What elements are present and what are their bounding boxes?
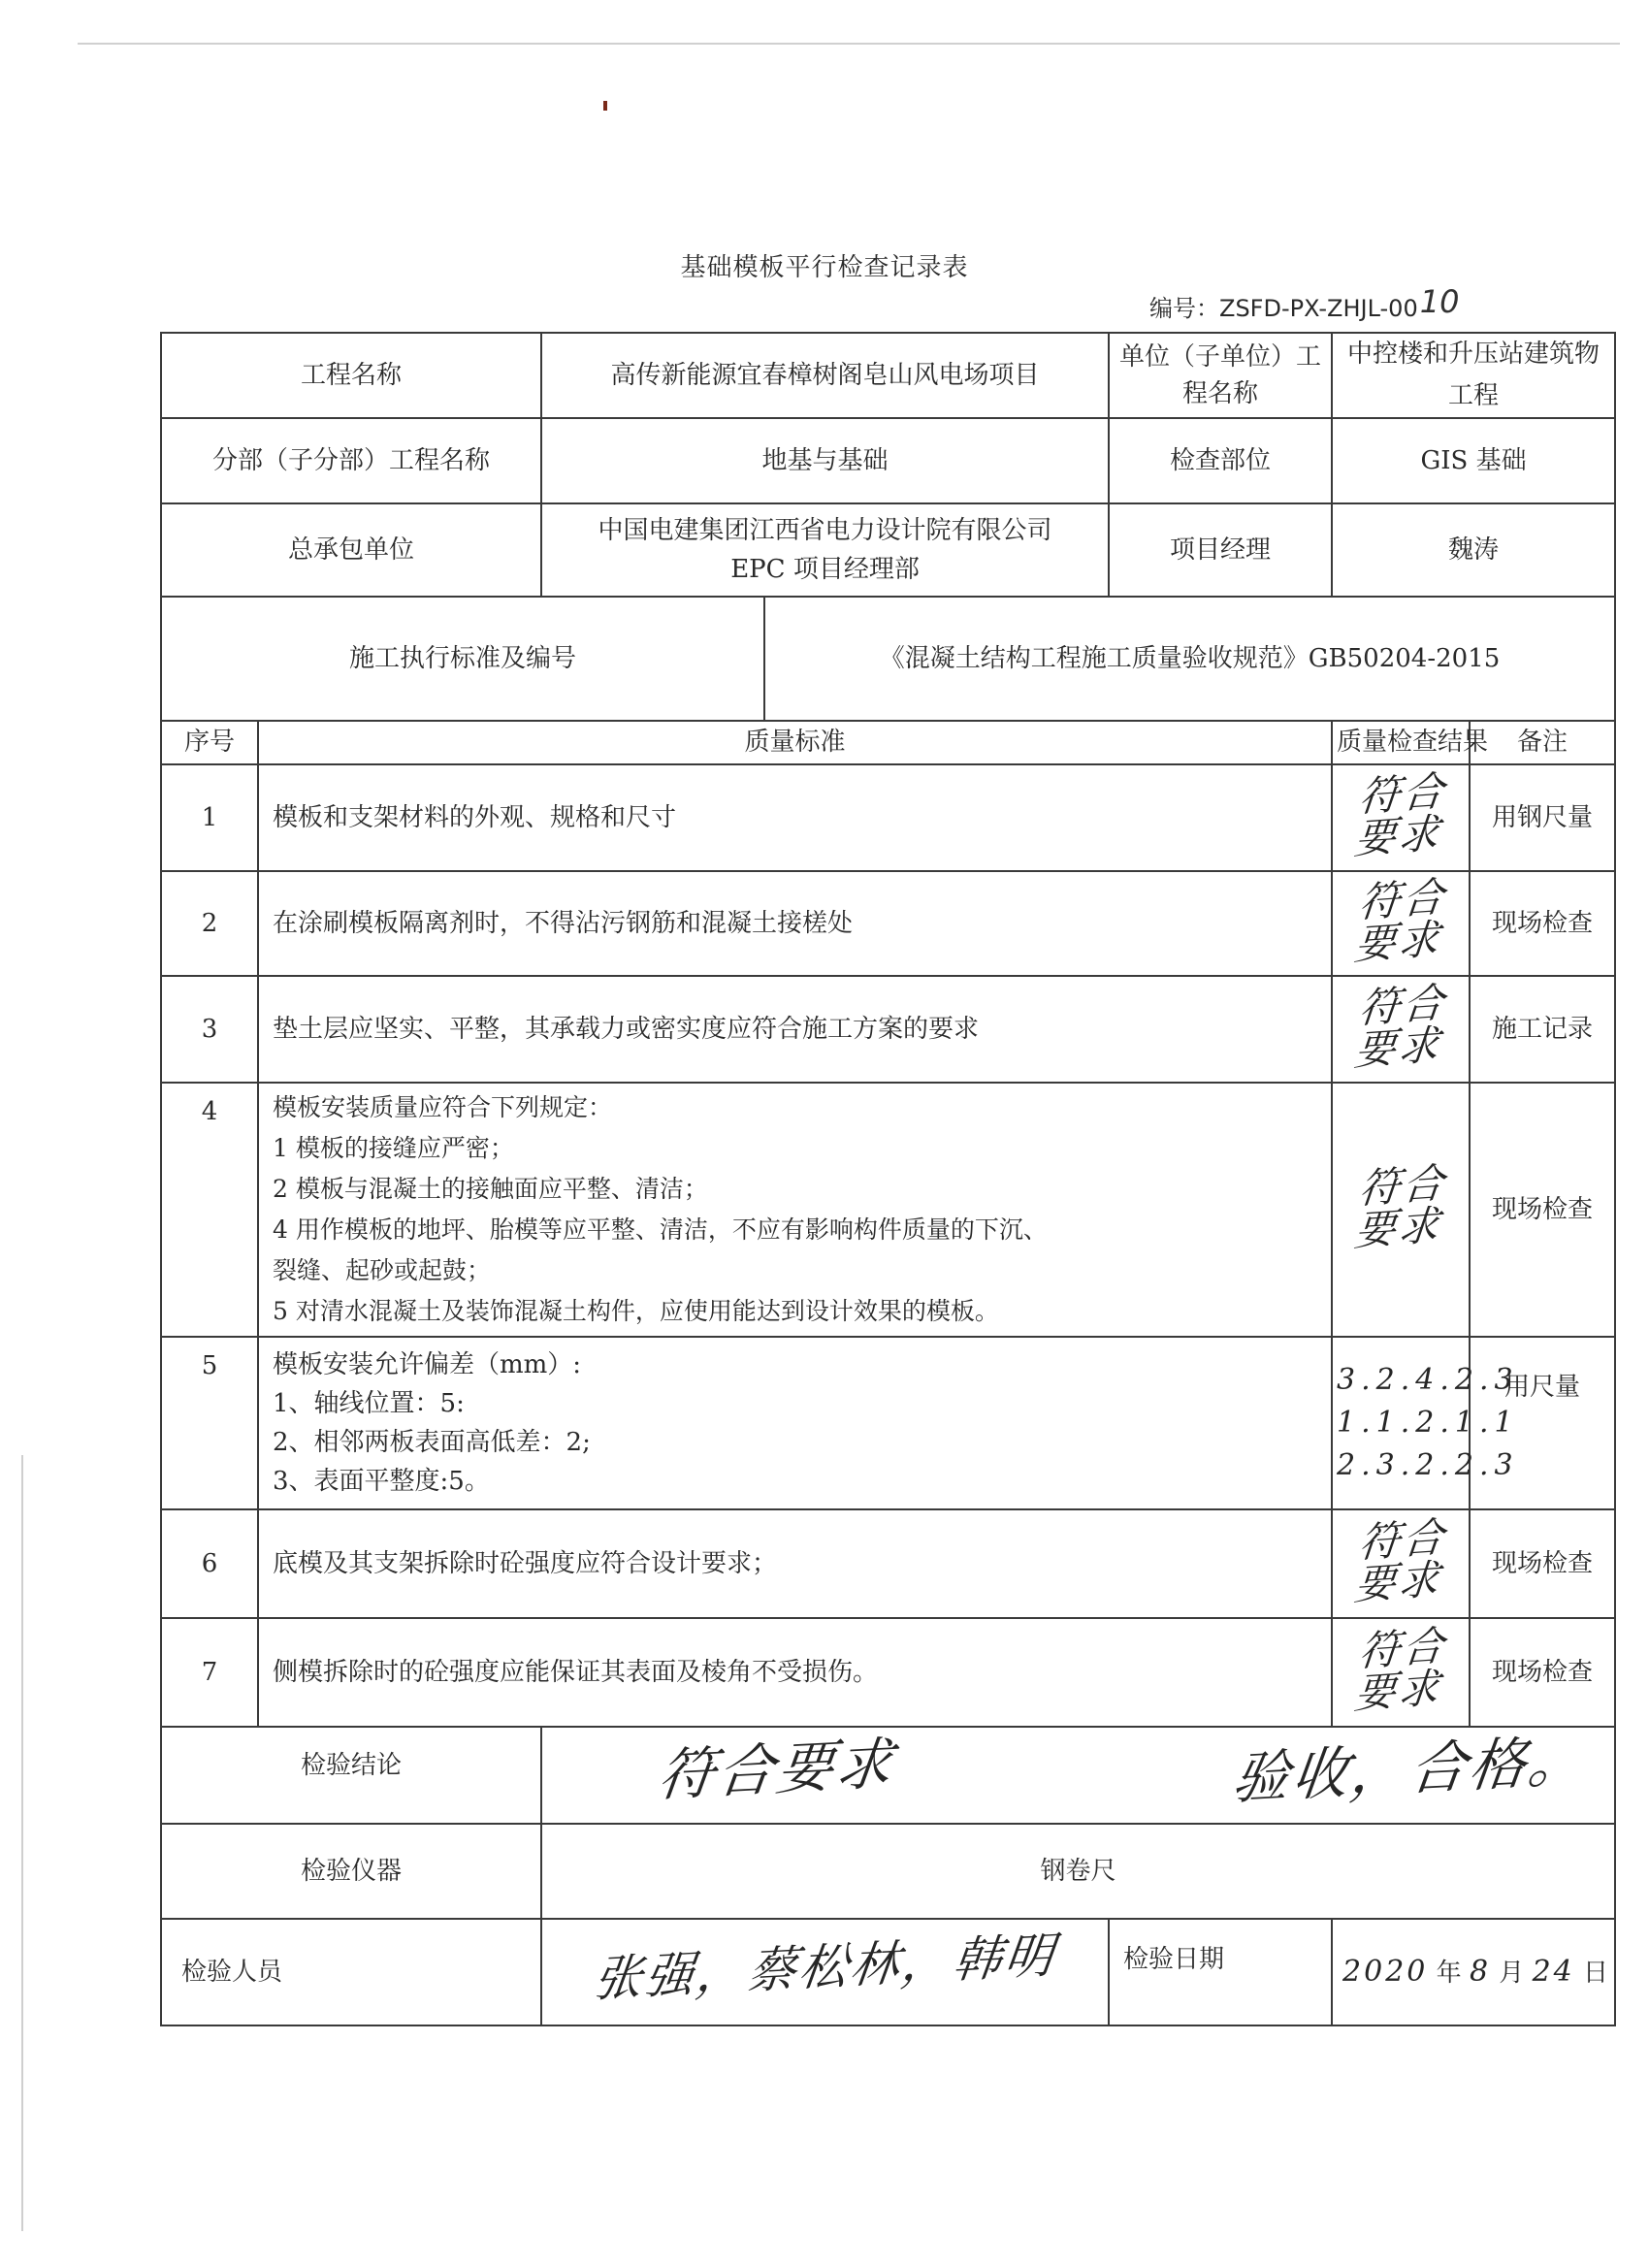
table-row (161, 1509, 1615, 1618)
contractor-line-2: EPC 项目经理部 (730, 555, 920, 584)
header-row-standard (161, 597, 1615, 721)
row-remark: 现场检查 (1470, 1509, 1615, 1618)
document-number-label: 编号： (1149, 295, 1219, 322)
handwritten-result: 符合要求 (1352, 871, 1449, 969)
list-line: 2、相邻两板表面高低差：2; (273, 1428, 591, 1457)
header-row-division (161, 418, 1615, 503)
row-remark: 现场检查 (1470, 871, 1615, 976)
handwritten-date-month: 8 (1469, 1954, 1492, 1989)
inspection-record-table (160, 332, 1616, 2026)
row-result-handwritten-measurements (1332, 1337, 1519, 1509)
stray-ink-mark (603, 101, 607, 111)
handwritten-result: 符合要求 (1352, 765, 1449, 863)
list-line: 3、表面平整度:5。 (273, 1467, 490, 1496)
instrument-row (161, 1824, 1615, 1919)
row-seq: 2 (161, 871, 258, 976)
handwritten-measurement-axis: 3.2.4.2.3 (1337, 1363, 1519, 1397)
contractor-label: 总承包单位 (161, 503, 541, 597)
inspection-date-label: 检验日期 (1109, 1919, 1332, 2025)
list-line: 2 模板与混凝土的接触面应平整、清洁； (273, 1175, 708, 1203)
handwritten-measurement-flatness: 2.3.2.2.3 (1337, 1448, 1519, 1482)
handwritten-result: 符合要求 (1352, 977, 1449, 1075)
handwritten-acceptance: 验收，合格。 (1229, 1726, 1593, 1812)
row-result-handwritten (1332, 1618, 1470, 1727)
row-remark: 现场检查 (1470, 1618, 1615, 1727)
row-seq: 7 (161, 1618, 258, 1727)
header-row-project (161, 333, 1615, 418)
contractor-value (541, 503, 1109, 597)
list-line: 裂缝、起砂或起鼓； (273, 1256, 492, 1284)
scan-edge-line (78, 43, 1620, 45)
list-line: 模板安装质量应符合下列规定： (273, 1093, 613, 1121)
inspection-part-label: 检查部位 (1109, 418, 1332, 503)
unit-project-label: 单位（子单位）工程名称 (1109, 333, 1332, 418)
list-line: 模板安装允许偏差（mm）: (273, 1350, 582, 1379)
project-name-label: 工程名称 (161, 333, 541, 418)
column-header-row (161, 721, 1615, 764)
division-label: 分部（子分部）工程名称 (161, 418, 541, 503)
row-result-handwritten (1332, 764, 1470, 871)
col-header-result: 质量检查结果 (1332, 721, 1470, 764)
table-row (161, 1083, 1615, 1337)
row-result-handwritten (1332, 976, 1470, 1083)
inspection-date-value (1332, 1919, 1615, 2025)
instrument-label: 检验仪器 (161, 1824, 541, 1919)
list-line: 4 用作模板的地坪、胎模等应平整、清洁，不应有影响构件质量的下沉、 (273, 1215, 1048, 1244)
unit-project-value: 中控楼和升压站建筑物工程 (1332, 333, 1615, 418)
document-number-handwritten-suffix: 10 (1419, 283, 1460, 320)
inspectors-label: 检验人员 (161, 1919, 541, 2025)
table-row (161, 976, 1615, 1083)
division-value: 地基与基础 (541, 418, 1109, 503)
conclusion-value (541, 1727, 1615, 1824)
row-standard-text: 在涂刷模板隔离剂时，不得沾污钢筋和混凝土接槎处 (258, 871, 1332, 976)
row-seq: 3 (161, 976, 258, 1083)
document-number-value: ZSFD-PX-ZHJL-00 (1219, 295, 1418, 322)
list-line: 1、轴线位置：5: (273, 1389, 465, 1418)
row-remark: 用尺量 (1470, 1337, 1615, 1509)
row-seq: 4 (161, 1083, 258, 1337)
row-seq: 1 (161, 764, 258, 871)
scan-edge-line-left (21, 1455, 23, 2231)
document-number (1149, 283, 1460, 324)
row-standard-list (258, 1083, 1332, 1337)
date-year-unit: 年 (1436, 1958, 1462, 1988)
handwritten-result: 符合要求 (1352, 1511, 1449, 1609)
table-row (161, 1337, 1615, 1509)
handwritten-signatures: 张强，蔡松林，韩明 (590, 1927, 1060, 2008)
row-result-handwritten (1332, 871, 1470, 976)
handwritten-date-year: 2020 (1342, 1954, 1429, 1989)
row-standard-text: 侧模拆除时的砼强度应能保证其表面及棱角不受损伤。 (258, 1618, 1332, 1727)
header-row-contractor (161, 503, 1615, 597)
list-line: 1 模板的接缝应严密； (273, 1134, 514, 1162)
table-row (161, 871, 1615, 976)
row-result-handwritten (1332, 1509, 1470, 1618)
contractor-line-1: 中国电建集团江西省电力设计院有限公司 (598, 516, 1052, 545)
col-header-standard: 质量标准 (258, 721, 1332, 764)
handwritten-result: 符合要求 (1352, 1157, 1449, 1255)
col-header-remark: 备注 (1470, 721, 1615, 764)
conclusion-row (161, 1727, 1615, 1824)
date-day-unit: 日 (1583, 1958, 1609, 1988)
conclusion-label: 检验结论 (161, 1727, 541, 1824)
row-remark: 现场检查 (1470, 1083, 1615, 1337)
col-header-seq: 序号 (161, 721, 258, 764)
standard-label: 施工执行标准及编号 (161, 597, 764, 721)
table-row (161, 1618, 1615, 1727)
handwritten-measurement-height-diff: 1.1.2.1.1 (1337, 1406, 1519, 1440)
row-standard-text: 底模及其支架拆除时砼强度应符合设计要求； (258, 1509, 1332, 1618)
handwritten-result: 符合要求 (1352, 1620, 1449, 1718)
row-standard-text: 模板和支架材料的外观、规格和尺寸 (258, 764, 1332, 871)
standard-value: 《混凝土结构工程施工质量验收规范》GB50204-2015 (764, 597, 1615, 721)
list-line: 5 对清水混凝土及装饰混凝土构件，应使用能达到设计效果的模板。 (273, 1297, 999, 1325)
manager-value: 魏涛 (1332, 503, 1615, 597)
project-name-value: 高传新能源宜春樟树阁皂山风电场项目 (541, 333, 1109, 418)
inspector-row (161, 1919, 1615, 2025)
page-title: 基础模板平行检查记录表 (680, 253, 969, 282)
inspection-part-value: GIS 基础 (1332, 418, 1615, 503)
table-row (161, 764, 1615, 871)
row-standard-list (258, 1337, 1332, 1509)
handwritten-date-day: 24 (1532, 1954, 1575, 1989)
row-seq: 5 (161, 1337, 258, 1509)
date-month-unit: 月 (1499, 1958, 1525, 1988)
instrument-value: 钢卷尺 (541, 1824, 1615, 1919)
row-remark: 用钢尺量 (1470, 764, 1615, 871)
row-remark: 施工记录 (1470, 976, 1615, 1083)
row-result-handwritten (1332, 1083, 1470, 1337)
inspectors-signatures (541, 1919, 1109, 2025)
row-standard-text: 垫土层应坚实、平整，其承载力或密实度应符合施工方案的要求 (258, 976, 1332, 1083)
manager-label: 项目经理 (1109, 503, 1332, 597)
row-seq: 6 (161, 1509, 258, 1618)
handwritten-conclusion: 符合要求 (655, 1729, 900, 1809)
